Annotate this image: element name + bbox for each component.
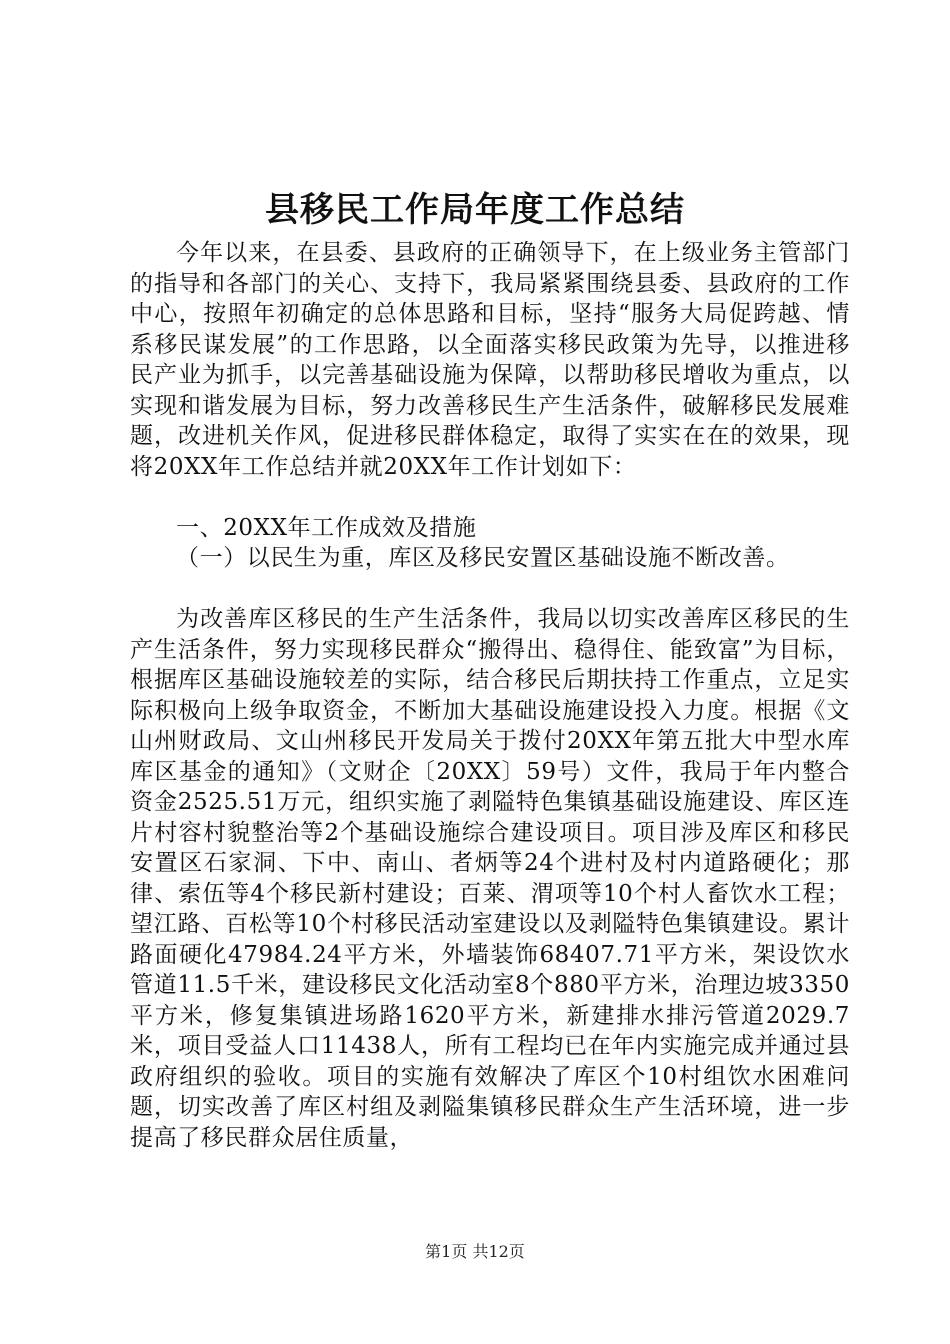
subsection-heading: （一）以民生为重，库区及移民安置区基础设施不断改善。 [176, 545, 790, 571]
body-paragraph: 为改善库区移民的生产生活条件，我局以切实改善库区移民的生产生活条件，努力实现移民群众“搬得出、稳得住、能致富”为目标，根据库区基础设施较差的实际，结合移民后期扶持工作重点，立足实际积极向上级争取资金，不断加大基础设施建设投入力度。根据《文山州财政局、文山州移民开发局关于拨付20XX年第五批大中型水库库区基金的通知》（文财企〔20XX〕59号）文件，我局于年内整合资金2525.51万元，组织实施了剥隘特色集镇基础设施建设、库区连片村容村貌整治等2个基础设施综合建设项目。项目涉及库区和移民安置区石家洞、下中、南山、者炳等24个进村及村内道路硬化；那律、索伍等4个移民新村建设；百莱、渭项等10个村人畜饮水工程；望江路、百松等10个村移民活动室建设以及剥隘特色集镇建设。累计路面硬化47984.24平方米，外墙装饰68407.71平方米，架设饮水管道11.5千米，建设移民文化活动室8个880平方米，治理边坡3350平方米，修复集镇进场路1620平方米，新建排水排污管道2029.7米，项目受益人口11438人，所有工程均已在年内实施完成并通过县政府组织的验收。项目的实施有效解决了库区个10村组饮水困难问题，切实改善了库区村组及剥隘集镇移民群众生产生活环境，进一步提高了移民群众居住质量， [130, 606, 850, 1151]
intro-paragraph: 今年以来，在县委、县政府的正确领导下，在上级业务主管部门的指导和各部门的关心、支持下，我局紧紧围绕县委、县政府的工作中心，按照年初确定的总体思路和目标，坚持“服务大局促跨越、情系移民谋发展”的工作思路，以全面落实移民政策为先导，以推进移民产业为抓手，以完善基础设施为保障，以帮助移民增收为重点，以实现和谐发展为目标，努力改善移民生产生活条件，破解移民发展难题，改进机关作风，促进移民群体稳定，取得了实实在在的效果，现将20XX年工作总结并就20XX年工作计划如下： [130, 240, 850, 480]
page-footer: 第1页 共12页 [425, 1242, 525, 1261]
page-title: 县移民工作局年度工作总结 [265, 190, 685, 230]
section-heading: 一、20XX年工作成效及措施 [176, 515, 477, 541]
